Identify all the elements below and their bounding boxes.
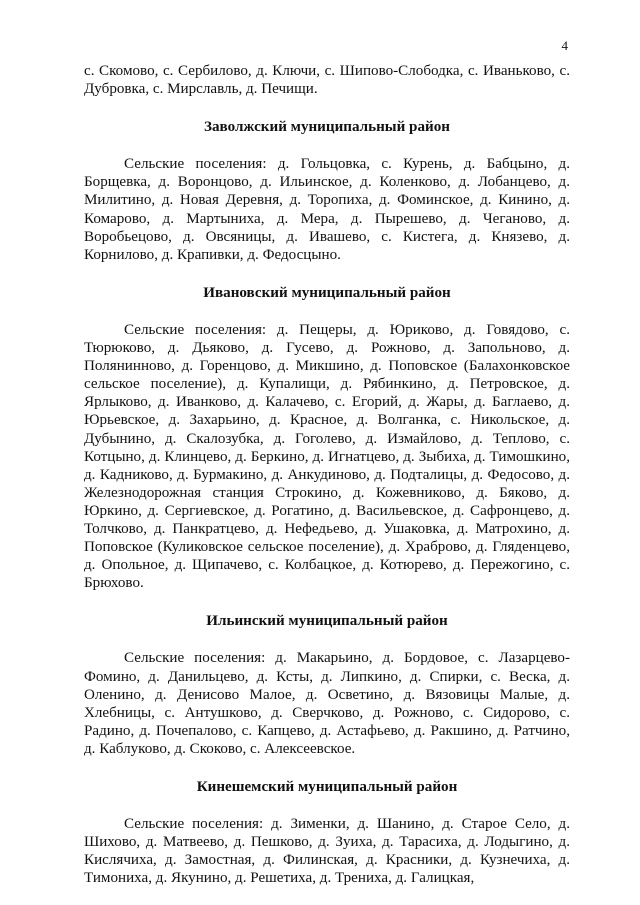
section-text-kineshemsky: Сельские поселения: д. Зименки, д. Шанино, д. Старое Село, д. Шихово, д. Матвеево, д. Пешково, д. Зуиха, д. Тарасиха, д. Лодыгино, д. Кислячиха, д. Замостная, д. Филинская, д. Красники, д. Кузнечиха, д. Тимониха, д. Якунино, д. Решетиха, д. Трениха, д. Галицкая, [84,816,570,887]
intro-paragraph: с. Скомово, с. Сербилово, д. Ключи, с. Шипово-Слободка, с. Иваньково, с. Дубровка, с. Мирславль, д. Печищи. [84,63,570,98]
section-heading-ilyinsky: Ильинский муниципальный район [206,613,448,630]
section-heading-kineshemsky: Кинешемский муниципальный район [196,779,458,795]
document-body [84,62,570,887]
section-text-ilyinsky: Сельские поселения: д. Макарьино, д. Бордовое, с. Лазарцево-Фомино, д. Данильцево, д. Ксты, д. Липкино, д. Спирки, с. Веска, д. Оленино, д. Денисово Малое, д. Осветино, д. Вязовицы Малые, д. Хлебницы, с. Антушково, д. Сверчково, д. Рожново, с. Сидорово, с. Радино, д. Почепалово, с. Капцево, д. Астафьево, д. Ракшино, д. Ратчино, д. Каблуково, д. Скоково, с. Алексеевское. [84,650,570,757]
page-number: 4 [561,38,568,53]
section-heading-zavolzhsky: Заволжский муниципальный район [204,119,450,136]
section-text-ivanovsky: Сельские поселения: д. Пещеры, д. Юриково, д. Говядово, с. Тюрюково, д. Дьяково, д. Гусево, д. Рожново, д. Запольново, д. Полянинново, д. Горенцово, д. Микшино, д. Поповское (Балахонковское сельское поселение), д. Купалищи, д. Рябинкино, д. Петровское, д. Ярлыково, д. Иванково, д. Калачево, с. Егорий, д. Жары, д. Баглаево, д. Юрьевское, д. Захарьино, д. Красное, д. Волганка, с. Никольское, д. Дубынино, д. Скалозубка, д. Гоголево, д. Измайлово, д. Теплово, с. Котцыно, д. Клинцево, д. Беркино, д. Игнатцево, д. Зыбиха, д. Тимошкино, д. Кадниково, д. Бурмакино, д. Анкудиново, д. Подталицы, д. Федосово, д. Железнодорожная станция Строкино, д. Кожевниково, д. Бяково, д. Юркино, д. Сергиевское, д. Рогатино, д. Васильевское, д. Сафронцево, д. Толчково, д. Панкратцево, д. Нефедьево, д. Ушаковка, д. Матрохино, д. Поповское (Куликовское сельское поселение), д. Храброво, д. Гляденцево, д. Опольное, д. Щипачево, с. Колбацкое, д. Котюрево, д. Пережогино, с. Брюхово. [84,321,570,592]
section-text-zavolzhsky: Сельские поселения: д. Гольцовка, с. Курень, д. Бабцыно, д. Борщевка, д. Воронцово, д. Ильинское, д. Коленково, д. Лобанцево, д. Милитино, д. Новая Деревня, д. Торопиха, д. Фоминское, д. Кинино, д. Комарово, д. Мартыниха, д. Мера, д. Пырешево, д. Чеганово, д. Воробьецово, д. Овсяницы, д. Ивашево, с. Кистега, д. Князево, д. Корнилово, д. Крапивки, д. Федосцыно. [84,156,570,263]
section-heading-ivanovsky: Ивановский муниципальный район [203,284,451,301]
